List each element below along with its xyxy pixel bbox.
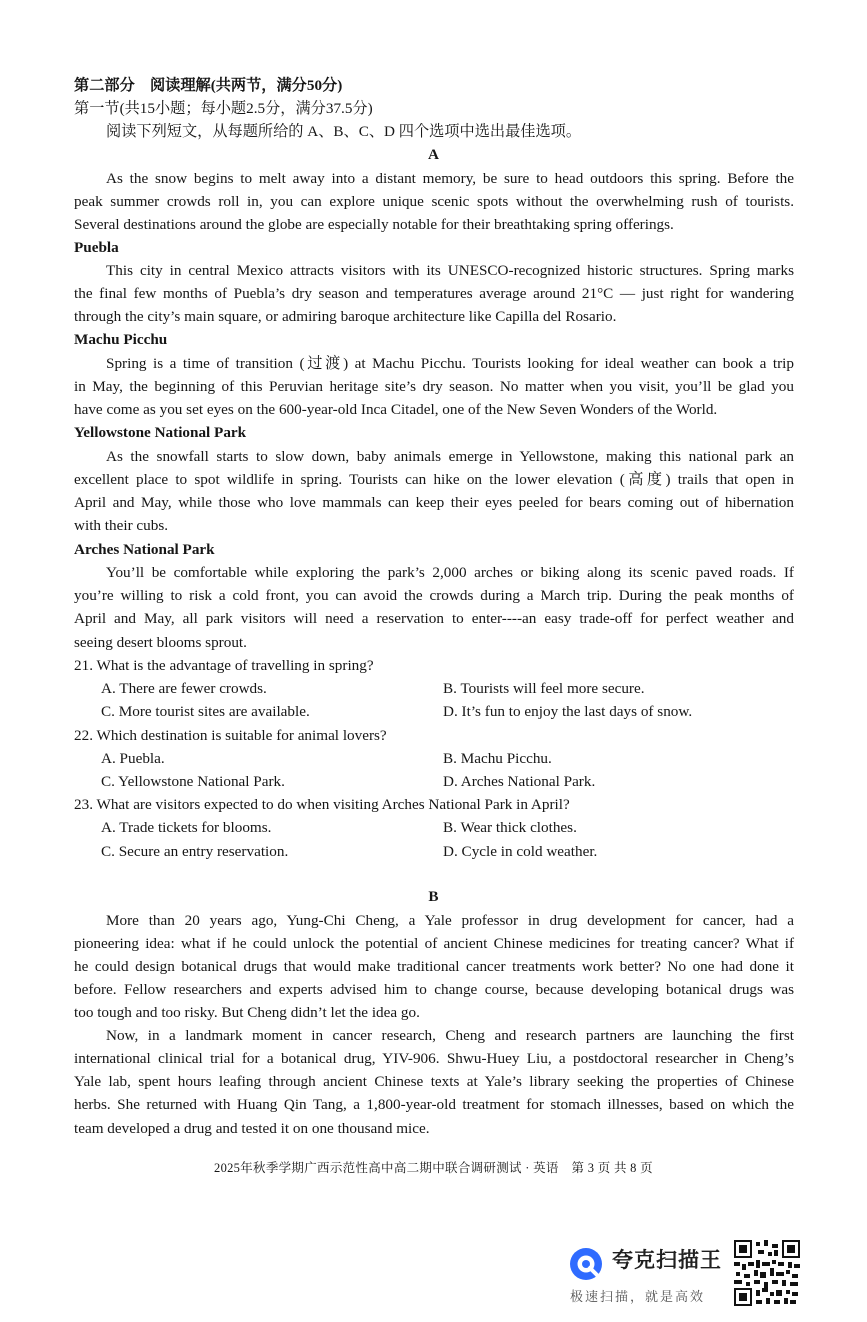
passage-a-label: A [428,146,439,163]
paragraph-line: through the city’s main square, or admiring baroque architecture like Capilla del Rosario. [74,308,617,325]
option-d: D. It’s fun to enjoy the last days of snow. [443,703,693,720]
option-b: B. Wear thick clothes. [443,819,577,836]
paragraph-line: in May, the beginning of this Peruvian heritage site’s dry season. No matter when you visit, you’ll be glad you [74,378,794,395]
paragraph-line: have come as you set eyes on the 600-year-old Inca Citadel, one of the New Seven Wonders of the World. [74,401,718,418]
instruction: 阅读下列短文，从每题所给的 A、B、C、D 四个选项中选出最佳选项。 [106,123,582,140]
option-c: C. Yellowstone National Park. [101,773,285,790]
scanner-watermark [568,1238,808,1308]
paragraph-line: April and May, while those who love mammals can keep their eyes peeled for bears coming out of hibernation [74,494,794,511]
destination-heading: Machu Picchu [74,331,168,348]
option-b: B. Tourists will feel more secure. [443,680,645,697]
paragraph-line: As the snow begins to melt away into a distant memory, be sure to head outdoors this spring. Before the [106,170,794,187]
part-heading: 第二部分 阅读理解(共两节，满分50分) [74,77,343,94]
option-a: A. There are fewer crowds. [101,680,267,697]
paragraph-line: herbs. She returned with Huang Qin Tang, a 1,800-year-old treatment for stomach illnesses, based on which the [74,1096,794,1113]
option-c: C. More tourist sites are available. [101,703,310,720]
option-a: A. Puebla. [101,750,165,767]
paragraph-line: too tough and too risky. But Cheng didn’t let the idea go. [74,1004,420,1021]
paragraph-line: pioneering idea: what if he could unlock the potential of ancient Chinese medicines for treating cancer? What if [74,935,794,952]
paragraph-line: As the snowfall starts to slow down, baby animals emerge in Yellowstone, making this national park an [106,448,794,465]
paragraph-line: Now, in a landmark moment in cancer research, Cheng and research partners are launching the first [106,1027,794,1044]
paragraph-line: Several destinations around the globe are especially notable for their breathtaking spring offerings. [74,216,674,233]
question-stem: 23. What are visitors expected to do when visiting Arches National Park in April? [74,796,570,813]
option-d: D. Arches National Park. [443,773,596,790]
question-stem: 22. Which destination is suitable for animal lovers? [74,727,387,744]
option-d: D. Cycle in cold weather. [443,843,598,860]
destination-heading: Yellowstone National Park [74,424,247,441]
quark-logo-icon [568,1246,604,1282]
section-heading: 第一节(共15小题；每小题2.5分，满分37.5分) [74,100,373,117]
paragraph-line: team developed a drug and tested it on one thousand mice. [74,1120,430,1137]
paragraph-line: Yale lab, spent hours leafing through ancient Chinese texts at Yale’s library seeking the properties of Chinese [74,1073,794,1090]
paragraph-line: he could design botanical drugs that would make traditional cancer treatments work better? No one had done it [74,958,794,975]
paragraph-line: with their cubs. [74,517,169,534]
option-c: C. Secure an entry reservation. [101,843,289,860]
paragraph-line: the final few months of Puebla’s dry season and temperatures average around 21°C — just right for wandering [74,285,794,302]
option-b: B. Machu Picchu. [443,750,552,767]
page-footer: 2025年秋季学期广西示范性高中高二期中联合调研测试 · 英语 第 3 页 共 8 页 [214,1161,653,1175]
paragraph-line: More than 20 years ago, Yung-Chi Cheng, a Yale professor in drug development for cancer, had a [106,912,794,929]
qr-code-icon [734,1240,800,1306]
watermark-brand-name: 夸克扫描王 [612,1248,722,1272]
destination-heading: Arches National Park [74,541,215,558]
paragraph-line: seeing desert blooms sprout. [74,634,247,651]
paragraph-line: April and May, all park visitors will need a reservation to enter----an easy trade-off for perfect weather and [74,610,794,627]
option-a: A. Trade tickets for blooms. [101,819,272,836]
passage-b-label: B [428,888,439,905]
paragraph-line: peak summer crowds roll in, you can explore unique scenic spots without the overwhelming rush of tourists. [74,193,794,210]
question-stem: 21. What is the advantage of travelling in spring? [74,657,374,674]
paragraph-line: before. Fellow researchers and experts advised him to change course, because developing botanical drugs was [74,981,794,998]
paragraph-line: you’re willing to risk a cold front, you can avoid the crowds during a March trip. During the peak months of [74,587,794,604]
paragraph-line: excellent place to spot wildlife in spring. Tourists can hike on the lower elevation (高度) trails that open in [74,471,794,488]
paragraph-line: This city in central Mexico attracts visitors with its UNESCO-recognized historic structures. Spring marks [106,262,794,279]
watermark-slogan: 极速扫描，就是高效 [570,1290,706,1305]
paragraph-line: You’ll be comfortable while exploring the park’s 2,000 arches or biking along its scenic paved roads. If [106,564,794,581]
destination-heading: Puebla [74,239,119,256]
paragraph-line: Spring is a time of transition (过渡) at Machu Picchu. Tourists looking for ideal weather can book a trip [106,355,794,372]
paragraph-line: international clinical trial for a botanical drug, YIV-906. Shwu-Huey Liu, a postdoctoral researcher in Cheng’s [74,1050,794,1067]
